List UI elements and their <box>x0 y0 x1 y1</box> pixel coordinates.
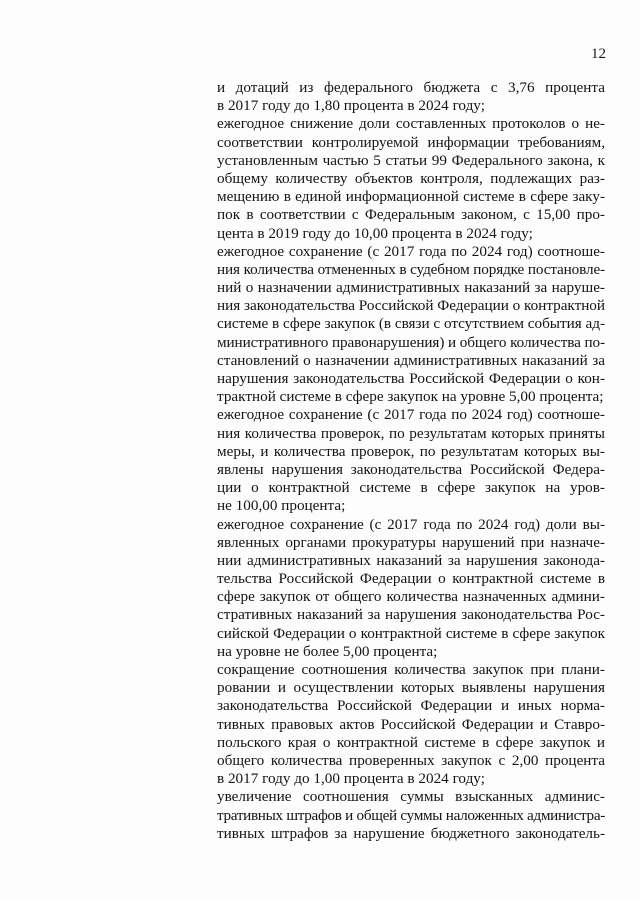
text-line: явлены нарушения законодательства Российской Федера- <box>217 460 605 478</box>
text-line: нарушения законодательства Российской Федерации о кон- <box>217 370 605 387</box>
text-line: общего количества проверенных закупок с 2,00 процента <box>217 751 605 769</box>
text-line: явленных органами прокуратуры нарушений при назначе- <box>217 533 605 551</box>
text-line: в 2017 году до 1,80 процента в 2024 году; <box>217 97 485 115</box>
text-line: на уровне не более 5,00 процента; <box>217 642 438 660</box>
text-line: ции о контрактной системе в сфере закупок на уров- <box>217 479 605 497</box>
text-line: общему количеству объектов контроля, подлежащих раз- <box>217 169 605 187</box>
text-line: ежегодное сохранение (с 2017 года по 2024 год) соотноше- <box>217 406 605 424</box>
text-line: ежегодное снижение доли составленных протоколов о не- <box>217 115 605 133</box>
text-line: тельства Российской Федерации о контрактной системе в <box>217 570 605 588</box>
text-line: ний о назначении административных наказаний за наруше- <box>217 279 605 297</box>
text-line: ния количества проверок, по результатам которых приняты <box>217 424 605 442</box>
text-line: становлений о назначении административных наказаний за <box>217 351 605 369</box>
text-line: ежегодное сохранение (с 2017 года по 2024 год) соотноше- <box>217 242 605 260</box>
text-line: ния законодательства Российской Федерации о контрактной <box>217 297 605 315</box>
page-number: 12 <box>591 46 606 62</box>
text-line: системе в сфере закупок (в связи с отсутствием события ад- <box>217 315 605 333</box>
text-line: пок в соответствии с Федеральным законом, с 15,00 про- <box>217 206 605 224</box>
text-line: мещению в единой информационной системе в сфере заку- <box>217 188 605 206</box>
text-line: сийской Федерации о контрактной системе в сфере закупок <box>217 624 605 642</box>
text-line: ежегодное сохранение (с 2017 года по 2024 год) доли вы- <box>217 515 605 533</box>
text-line: тивных правовых актов Российской Федерации и Ставро- <box>217 715 605 733</box>
text-line: сфере закупок от общего количества назначенных админи- <box>217 588 605 606</box>
text-line: трактной системе в сфере закупок на уровне 5,00 процента; <box>217 388 604 406</box>
text-line: ровании и осуществлении которых выявлены нарушения <box>217 679 605 697</box>
text-line: сокращение соотношения количества закупок при плани- <box>217 661 605 678</box>
text-line: законодательства Российской Федерации и иных норма- <box>217 697 605 715</box>
text-line: соответствии контролируемой информации требованиям, <box>217 133 605 151</box>
text-line: тивных штрафов за нарушение бюджетного законодатель- <box>217 824 605 842</box>
text-line: увеличение соотношения суммы взысканных админис- <box>217 788 605 806</box>
text-line: в 2017 году до 1,00 процента в 2024 году; <box>217 770 485 788</box>
text-line: стративных наказаний за нарушения законодательства Рос- <box>217 606 605 624</box>
text-line: не 100,00 процента; <box>217 497 346 515</box>
text-line: ния количества отмененных в судебном порядке постановле- <box>217 260 605 278</box>
text-line: нии административных наказаний за нарушения законода- <box>217 551 605 569</box>
text-line: тративных штрафов и общей суммы наложенных администра- <box>217 806 605 824</box>
text-line: и дотаций из федерального бюджета с 3,76 процента <box>217 79 605 96</box>
text-line: польского края о контрактной системе в сфере закупок и <box>217 733 605 751</box>
text-line: установленным частью 5 статьи 99 Федерального закона, к <box>217 151 605 169</box>
text-line: меры, и количества проверок, по результатам которых вы- <box>217 442 605 460</box>
document-body <box>217 79 605 843</box>
text-line: министративного правонарушения) и общего количества по- <box>217 333 605 351</box>
text-line: цента в 2019 году до 10,00 процента в 2024 году; <box>217 224 533 242</box>
